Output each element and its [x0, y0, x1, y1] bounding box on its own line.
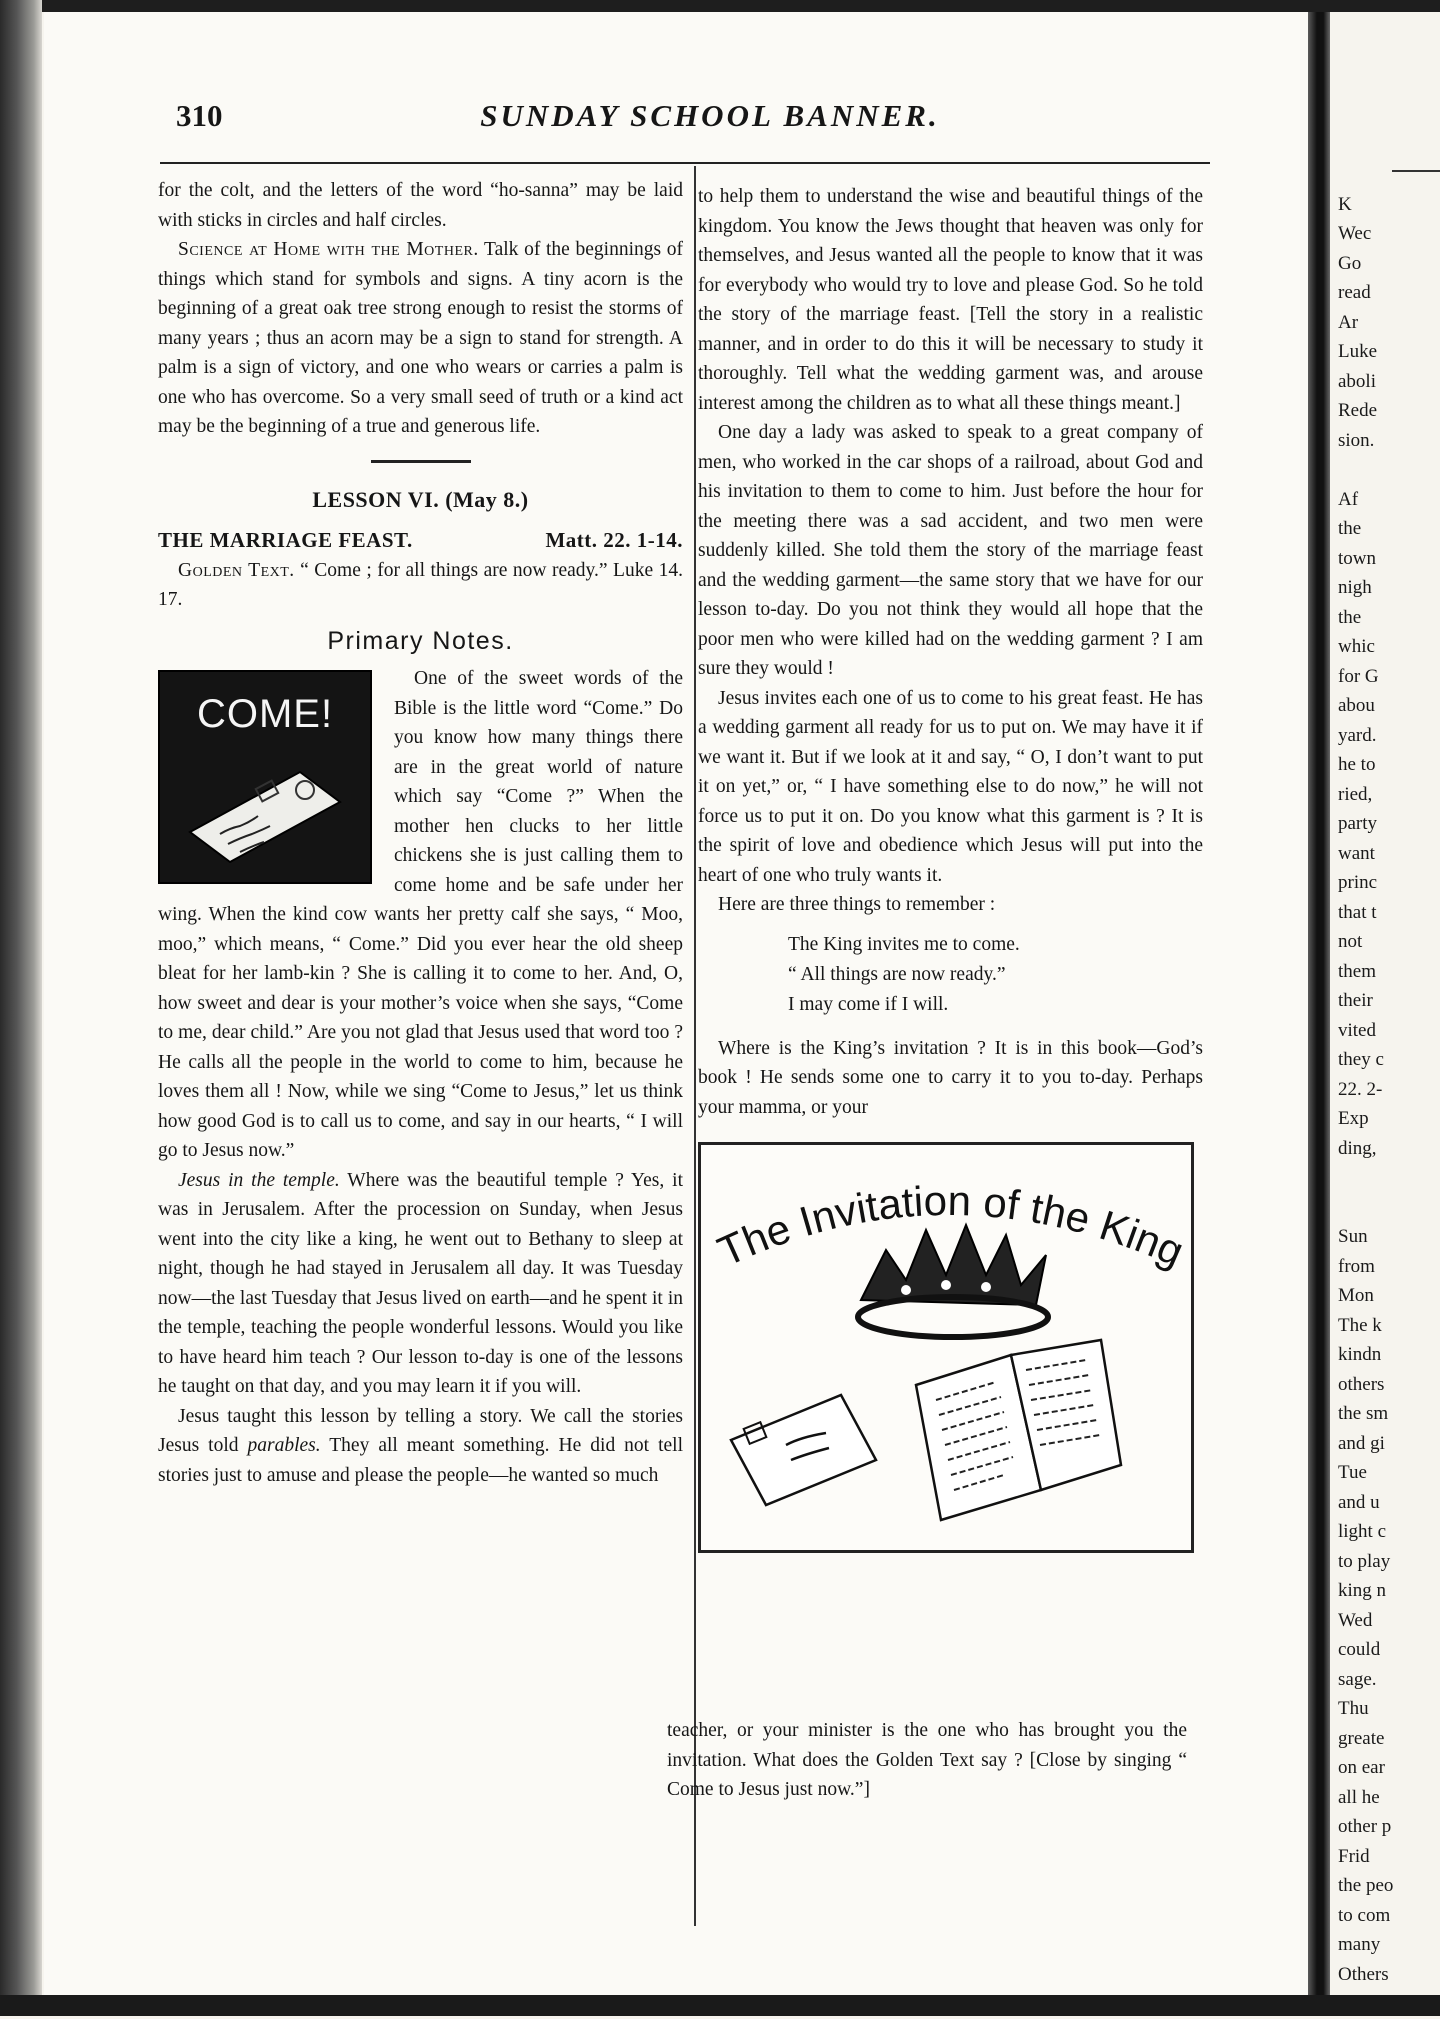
primary-notes-heading: Primary Notes.	[327, 626, 514, 655]
next-page-line: town	[1338, 547, 1376, 569]
page-title: SUNDAY SCHOOL BANNER.	[480, 98, 940, 133]
right-paragraph-4: Here are three things to remember :	[718, 894, 996, 915]
remember-verse	[788, 930, 1203, 1020]
verse-line: The King invites me to come.	[788, 933, 1020, 955]
right-column	[698, 182, 1203, 1571]
next-page-line: sage.	[1338, 1668, 1377, 1690]
lesson-title: THE MARRIAGE FEAST.	[158, 528, 413, 552]
right-paragraph-1: to help them to understand the wise and beautiful things of the kingdom. You know the Jews thought that heaven was only for themselves, and Jesus wanted all the people to know that it was for everybody who would try to love and please God. So he told the story of the marriage feast. [Tell the story in a realistic manner, and in order to do this it will be necessary to study it thoroughly. Tell what the wedding garment was, and arouse interest among the children as to what all these things meant.]	[698, 186, 1203, 414]
come-paragraph: One of the sweet words of the Bible is the little word “Come.” Do you know how many things there are in the great world of nature which say “Come ?” When the mother hen clucks to her little chickens she is just calling them to come home and be safe under her wing. When the kind cow wants her pretty calf she says, “ Moo, moo,” which means, “ Come.” Did you ever hear the old sheep bleat for her lamb-kin ? She is calling it to come to her. And, O, how sweet and dear is your mother’s voice when she says, “Come to me, dear child.” Are you not glad that Jesus used that word too ? He calls all the people in the world to come to him, because he loves them all ! Now, while we sing “Come to Jesus,” let us think how good God is to call us to come, and say in our hearts, “ I will go to Jesus now.”	[158, 668, 683, 1161]
next-page-line: and gi	[1338, 1432, 1385, 1454]
come-illustration-text: COME!	[196, 692, 334, 736]
next-page-line: not	[1338, 931, 1363, 952]
next-page-line	[1338, 1193, 1440, 1223]
next-page-line: Go	[1338, 252, 1362, 274]
next-page-line: ried,	[1338, 783, 1373, 805]
next-page-line: Exp	[1338, 1108, 1369, 1129]
next-page-line: Luke	[1338, 341, 1378, 362]
next-page-line: whic	[1338, 636, 1375, 657]
next-page-line: vited	[1338, 1019, 1376, 1041]
page-number: 310	[176, 98, 223, 133]
lesson-title-line	[158, 526, 683, 556]
next-page-line: Sun	[1338, 1226, 1368, 1247]
scan-left-edge	[0, 0, 42, 2016]
scan-bottom-edge	[0, 1995, 1440, 2016]
next-page-line: king n	[1338, 1580, 1387, 1601]
next-page-line: ding,	[1338, 1137, 1377, 1159]
next-page-line: The k	[1338, 1314, 1382, 1336]
invitation-drawing	[701, 1145, 1191, 1550]
next-page-line: light c	[1338, 1521, 1387, 1542]
next-page-line: the peo	[1338, 1875, 1394, 1896]
lesson-heading: LESSON VI. (May 8.)	[312, 486, 529, 512]
left-paragraph-1: for the colt, and the letters of the word “ho-sanna” may be laid with sticks in circles and half circles.	[158, 180, 683, 231]
next-page-line: K	[1338, 193, 1352, 215]
temple-label: Jesus in the temple.	[178, 1169, 340, 1191]
header-rule	[160, 162, 1210, 164]
golden-text-paragraph	[158, 556, 683, 615]
come-illustration	[158, 670, 372, 884]
next-page-line	[1338, 455, 1440, 485]
next-page-line: Rede	[1338, 400, 1378, 421]
next-page-line: want	[1338, 842, 1375, 864]
parables-word: parables.	[247, 1435, 321, 1456]
right-paragraph-5: Where is the King’s invitation ? It is in this book—God’s book ! He sends some one to carry it to you to-day. Perhaps your mamma, or your	[698, 1037, 1203, 1118]
next-page-line: that t	[1338, 901, 1377, 923]
next-page-line: Af	[1338, 488, 1359, 510]
column-divider	[694, 166, 696, 1926]
envelope-icon	[180, 762, 350, 872]
next-page-line: many	[1338, 1934, 1381, 1955]
crown-icon	[858, 1225, 1048, 1337]
next-page-line: kindn	[1338, 1344, 1382, 1365]
right-paragraph-3: Jesus invites each one of us to come to his great feast. He has a wedding garment all ready for us to put on. We may have it if we want it. But if we look at it and say, “ O, I don’t want to put it on yet,” or, “ I have something else to do now,” he will not force us to put it on. Do you know what this garment is ? It is the spirit of love and obedience which Jesus will put into the heart of one who truly wants it.	[698, 687, 1203, 886]
invitation-illustration	[698, 1142, 1194, 1553]
next-page-line: Tue	[1338, 1462, 1367, 1483]
science-paragraph	[158, 235, 683, 442]
next-page-line: sion.	[1338, 429, 1375, 451]
next-page-line: party	[1338, 813, 1378, 834]
next-page-line	[1338, 1163, 1440, 1193]
next-page-line: to com	[1338, 1904, 1391, 1926]
parables-paragraph	[158, 1402, 683, 1491]
next-page-line	[1338, 160, 1440, 190]
next-page-line: the sm	[1338, 1403, 1389, 1424]
envelope-icon	[731, 1395, 876, 1505]
temple-paragraph	[158, 1166, 683, 1402]
scan-top-edge	[0, 0, 1440, 12]
next-page-line: they c	[1338, 1049, 1384, 1070]
golden-text: “ Come ; for all things are now ready.” Luke 14. 17.	[158, 559, 683, 610]
next-page-line: Ar	[1338, 311, 1359, 333]
parables-text-end: They all meant something. He did not tell stories just to amuse and please the people—he wanted so much	[158, 1435, 684, 1486]
verse-line: I may come if I will.	[788, 993, 949, 1015]
next-page-line: to play	[1338, 1550, 1391, 1572]
science-text: Talk of the beginnings of things which stand for symbols and signs. A tiny acorn is the beginning of a great oak tree strong enough to resist the storms of many years ; thus an acorn may be a sign to stand for strength. A palm is a sign of victory, and one who wears or carries a palm is one who has overcome. So a very small seed of truth or a kind act may be the beginning of a true and generous life.	[158, 239, 683, 437]
next-page-line: Thu	[1338, 1698, 1369, 1719]
parables-text-start: Jesus taught this lesson by telling a story. We call the stories Jesus told	[158, 1405, 683, 1456]
next-page-line: from	[1338, 1255, 1375, 1277]
next-page-line: others	[1338, 1373, 1385, 1395]
next-page-line: 22. 2-	[1338, 1078, 1383, 1100]
next-page-line: aboli	[1338, 370, 1376, 392]
book-gutter	[1308, 12, 1330, 1995]
next-page-line: princ	[1338, 872, 1378, 893]
next-page-line: Wed	[1338, 1609, 1373, 1631]
temple-text: Where was the beautiful temple ? Yes, it was in Jerusalem. After the procession on Sunday, when Jesus went into the city like a king, he went out to Bethany to sleep at night, though he had stayed in Jerusalem all day. It was Tuesday now—the last Tuesday that Jesus lived on earth—and he spent it in the temple, teaching the people wonderful lessons. Would you like to have heard him teach ? Our lesson to-day is one of the lessons he taught on that day, and you may learn it if you will.	[158, 1169, 683, 1397]
invitation-title-path: The Invitation of the King	[710, 1176, 1191, 1276]
next-page-line: abou	[1338, 695, 1375, 716]
section-rule	[371, 460, 471, 463]
next-page-line: nigh	[1338, 577, 1372, 598]
next-page-line: Frid	[1338, 1845, 1370, 1867]
next-page-line: the	[1338, 518, 1362, 539]
next-page-line: them	[1338, 960, 1376, 982]
verse-line: “ All things are now ready.”	[788, 963, 1006, 985]
next-page-line: he to	[1338, 754, 1376, 775]
next-page-line: read	[1338, 282, 1371, 303]
next-page-line: Wec	[1338, 223, 1372, 244]
next-page-line: and u	[1338, 1491, 1380, 1513]
next-page-line: other p	[1338, 1816, 1392, 1837]
next-page-line: the	[1338, 606, 1362, 628]
next-page-line: yard.	[1338, 724, 1377, 746]
golden-text-label: Golden Text.	[178, 559, 295, 581]
open-letter-icon	[916, 1340, 1121, 1520]
lesson-reference: Matt. 22. 1-14.	[545, 528, 683, 552]
next-page-line: for G	[1338, 665, 1379, 687]
next-page-line: Mon	[1338, 1285, 1374, 1306]
right-paragraph-6: teacher, or your minister is the one who has brought you the invitation. What does the Golden Text say ? [Close by singing “ Come to Jesus just now.”]	[667, 1720, 1187, 1800]
next-page-line: Others	[1338, 1963, 1389, 1985]
right-paragraph-2: One day a lady was asked to speak to a great company of men, who worked in the car shops of a railroad, about God and his invitation to them to come to him. Just before the hour for the meeting there was a sad accident, and two men were suddenly killed. She told them the story of the marriage feast and the wedding garment—the same story that we have for our lesson to-day. Do you not think they would all hope that the poor men who were killed had on the wedding garment ? I am sure they would !	[698, 422, 1203, 679]
next-page-line: could	[1338, 1639, 1381, 1660]
left-column	[158, 176, 683, 1490]
right-column-closing	[667, 1716, 1187, 1805]
next-page-line: greate	[1338, 1727, 1385, 1749]
science-label: Science at Home with the Mother.	[178, 239, 479, 260]
next-page-fragment	[1338, 160, 1440, 1990]
next-page-line: their	[1338, 990, 1373, 1011]
next-page-line: all he	[1338, 1786, 1380, 1808]
next-page-line: on ear	[1338, 1757, 1385, 1778]
